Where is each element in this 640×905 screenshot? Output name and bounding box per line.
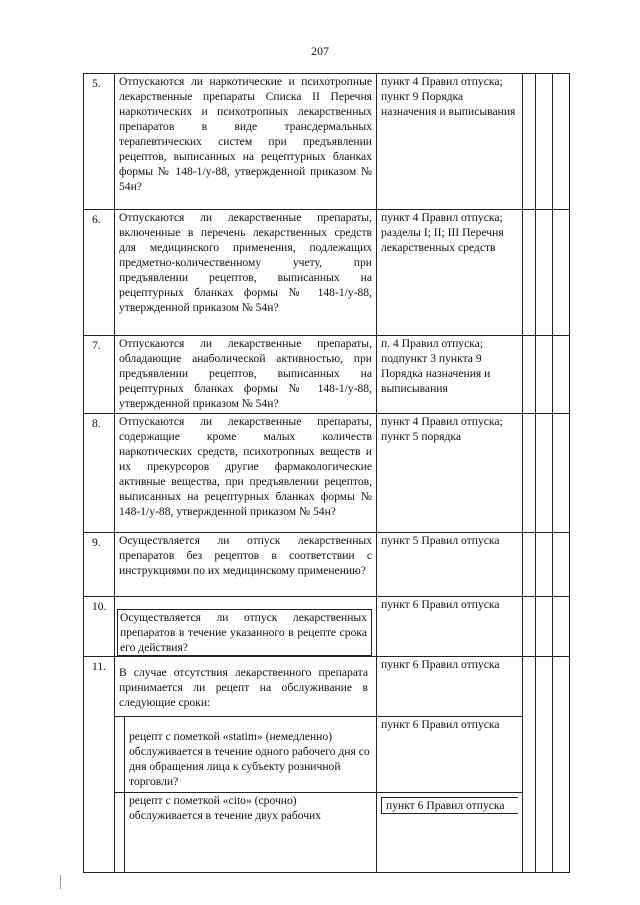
answer-cell <box>553 597 570 657</box>
table-row <box>84 336 570 414</box>
answer-cell <box>523 657 536 873</box>
row-number: 8. <box>84 414 115 533</box>
answer-cell <box>523 533 536 597</box>
answer-cell <box>536 597 553 657</box>
legal-reference: пункт 6 Правил отпуска <box>377 597 523 657</box>
indent-cell <box>115 793 125 873</box>
legal-reference <box>377 793 523 873</box>
legal-reference: пункт 5 Правил отпуска <box>377 533 523 597</box>
answer-cell <box>553 210 570 336</box>
answer-cell <box>553 657 570 873</box>
scan-mark <box>60 875 63 889</box>
legal-reference: пункт 4 Правил отпуска; пункт 9 Порядка назначения и выписывания <box>377 74 523 210</box>
reference-box: пункт 6 Правил отпуска <box>381 797 518 814</box>
answer-cell <box>523 414 536 533</box>
row-number: 11. <box>84 657 115 873</box>
requirements-table <box>83 73 570 873</box>
table-row <box>84 210 570 336</box>
question-text: Отпускаются ли лекарственные препараты, обладающие анаболической активностью, при предъявлении рецептов, выписанных на рецептурных бланках формы № 148-1/у-88, утвержденной приказом № 54н? <box>115 336 377 414</box>
legal-reference: пункт 4 Правил отпуска; пункт 5 порядка <box>377 414 523 533</box>
answer-cell <box>553 74 570 210</box>
answer-cell <box>536 533 553 597</box>
legal-reference: пункт 4 Правил отпуска; разделы I; II; III Перечня лекарственных средств <box>377 210 523 336</box>
table-subrow <box>84 793 570 873</box>
question-text: Отпускаются ли лекарственные препараты, включенные в перечень лекарственных средств для медицинского применения, подлежащих предметно-количественному учету, при предъявлении рецептов, выписанных на рецептурных бланках формы № 148-1/у-88, утвержденной приказом № 54н? <box>115 210 377 336</box>
legal-reference: пункт 6 Правил отпуска <box>377 657 523 717</box>
legal-reference: пункт 6 Правил отпуска <box>377 717 523 793</box>
answer-cell <box>553 336 570 414</box>
row-number: 9. <box>84 533 115 597</box>
answer-cell <box>523 210 536 336</box>
question-text: Отпускаются ли наркотические и психотропные лекарственные препараты Списка II Перечня наркотических и психотропных лекарственных препаратов в виде трансдермальных терапевтических систем при предъявлении рецептов, выписанных на рецептурных бланках формы № 148-1/у-88, утвержденной приказом № 54н? <box>115 74 377 210</box>
subquestion-text: рецепт с пометкой «statim» (немедленно) обслуживается в течение одного рабочего дня со дня обращения лица к субъекту розничной торговли? <box>125 717 377 793</box>
row-number: 7. <box>84 336 115 414</box>
question-cell <box>115 657 377 717</box>
answer-cell <box>523 336 536 414</box>
legal-reference: п. 4 Правил отпуска; подпункт 3 пункта 9 Порядка назначения и выписывания <box>377 336 523 414</box>
row-number: 6. <box>84 210 115 336</box>
page-number: 207 <box>311 44 329 58</box>
answer-cell <box>523 74 536 210</box>
table-row <box>84 597 570 657</box>
row-number: 5. <box>84 74 115 210</box>
question-text: Отпускаются ли лекарственные препараты, содержащие кроме малых количеств наркотических средств, психотропных веществ и их прекурсоров другие фармакологические активные вещества, при предъявлении рецептов, выписанных на рецептурных бланках формы № 148-1/у-88, утвержденной приказом № 54н? <box>115 414 377 533</box>
question-text: Осуществляется ли отпуск лекарственных препаратов в течение указанного в рецепте срока его действия? <box>117 609 372 656</box>
answer-cell <box>536 210 553 336</box>
table-row <box>84 657 570 717</box>
answer-cell <box>536 74 553 210</box>
answer-cell <box>523 597 536 657</box>
subquestion-text: рецепт с пометкой «cito» (срочно) обслуживается в течение двух рабочих <box>125 793 377 873</box>
question-text: В случае отсутствия лекарственного препарата принимается ли рецепт на обслуживание в следующие сроки: <box>119 666 368 709</box>
answer-cell <box>536 336 553 414</box>
table-row <box>84 414 570 533</box>
question-text: Осуществляется ли отпуск лекарственных препаратов без рецептов в соответствии с инструкциями по их медицинскому применению? <box>115 533 377 597</box>
row-number: 10. <box>84 597 115 657</box>
answer-cell <box>553 414 570 533</box>
question-cell <box>115 597 377 657</box>
table-row <box>84 533 570 597</box>
table-row <box>84 74 570 210</box>
answer-cell <box>553 533 570 597</box>
indent-cell <box>115 717 125 793</box>
answer-cell <box>536 414 553 533</box>
table-subrow <box>84 717 570 793</box>
answer-cell <box>536 657 553 873</box>
